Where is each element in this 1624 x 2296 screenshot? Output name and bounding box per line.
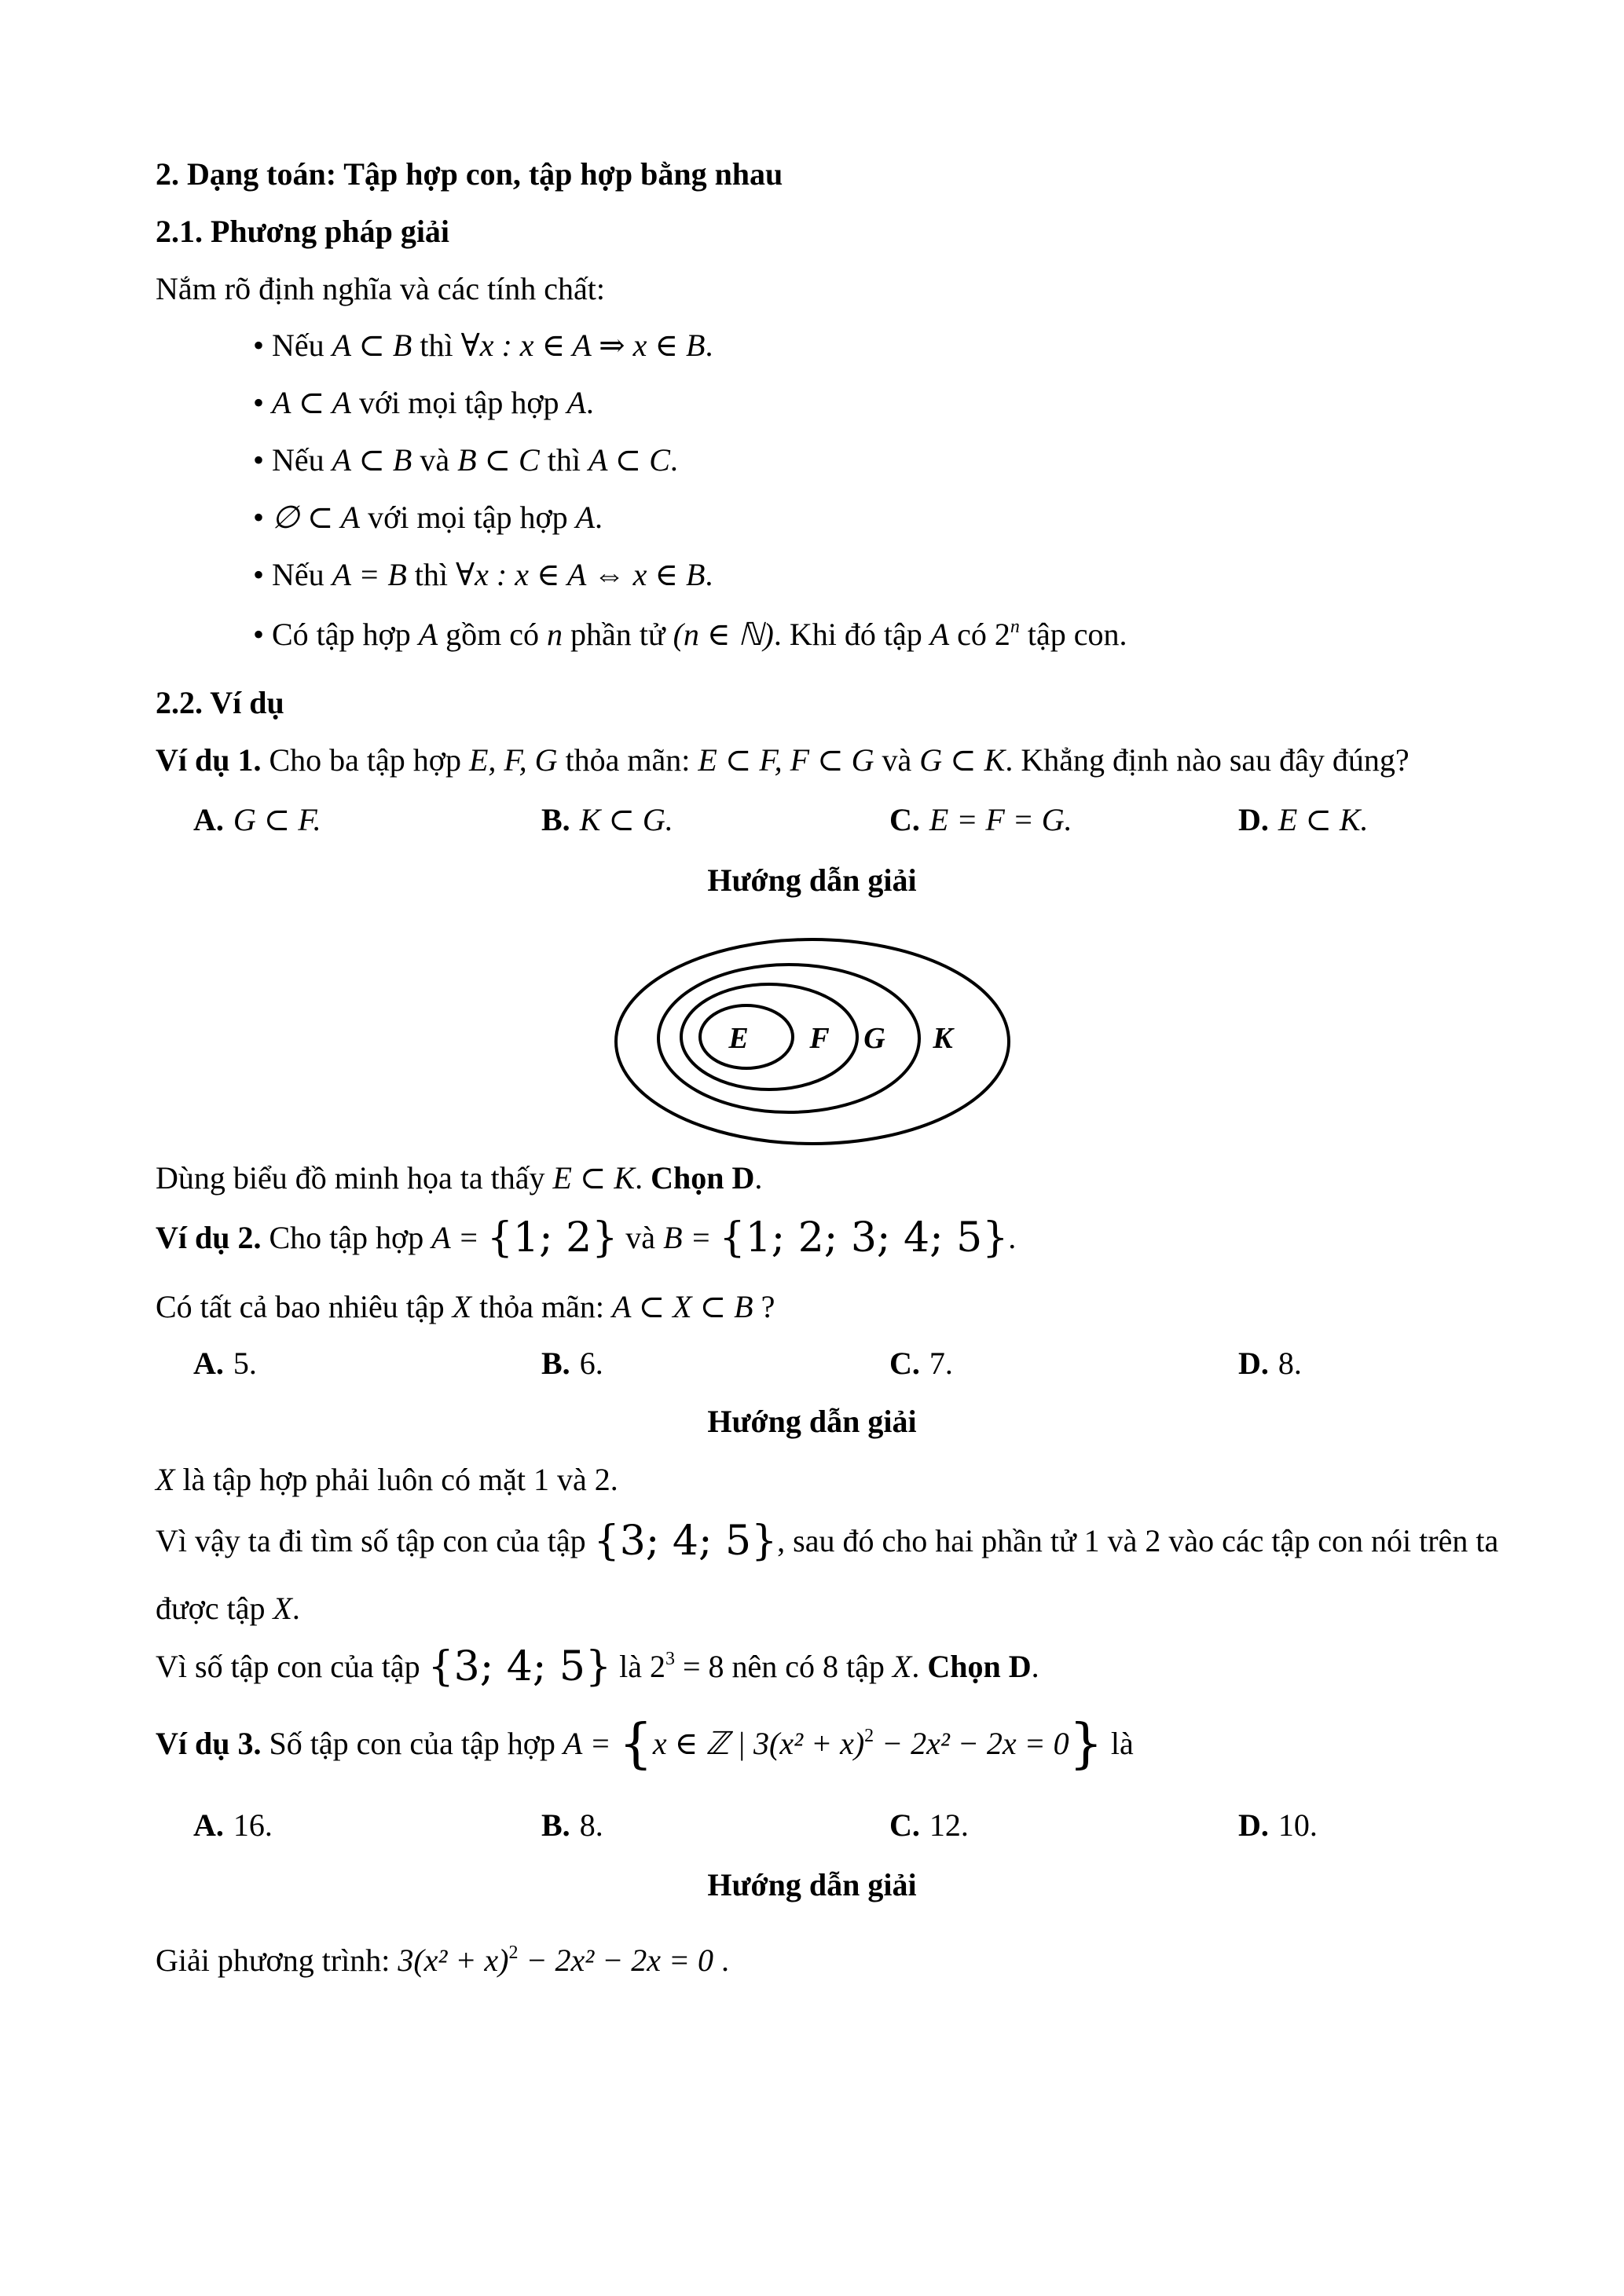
example-2-option-c: C. 7. (889, 1346, 953, 1381)
example-3-option-a: A. 16. (193, 1807, 273, 1843)
intro-text: Nắm rõ định nghĩa và các tính chất: (156, 271, 606, 306)
section-title: 2. Dạng toán: Tập hợp con, tập hợp bằng nhau (156, 156, 783, 192)
property-bullet-3: • Nếu A ⊂ B và B ⊂ C thì A ⊂ C. (253, 442, 678, 478)
set-f-label: F (809, 1022, 830, 1055)
example-2-solution-heading: Hướng dẫn giải (707, 1404, 917, 1439)
example-2-solution-line-4: Vì số tập con của tập {3; 4; 5} là $2^3 = 8$ nên có 8 tập X. Chọn D. (156, 1643, 1039, 1690)
set-f-ellipse (681, 984, 857, 1089)
example-2-question-line-2: Có tất cả bao nhiêu tập X thỏa mãn: A ⊂ X ⊂ B ? (156, 1289, 775, 1324)
example-2-solution-line-1: X là tập hợp phải luôn có mặt 1 và 2. (156, 1462, 618, 1497)
property-bullet-6: • Có tập hợp A gồm có n phần tử (n ∈ ℕ). Khi đó tập A có 2$^n$ tập con. (253, 617, 1127, 652)
example-1-conclusion: Dùng biểu đồ minh họa ta thấy E ⊂ K. Chọn D. (156, 1160, 763, 1196)
property-bullet-2: • A ⊂ A với mọi tập hợp A. (253, 385, 594, 420)
example-2-solution-line-2: Vì vậy ta đi tìm số tập con của tập {3; 4; 5}, sau đó cho hai phần tử 1 và 2 vào các tập con nói trên ta (156, 1518, 1499, 1565)
subsection-examples-title: 2.2. Ví dụ (156, 685, 284, 720)
example-3-option-d: D. 10. (1238, 1807, 1318, 1843)
example-2-option-b: B. 6. (541, 1346, 603, 1381)
example-2-option-d: D. 8. (1238, 1346, 1302, 1381)
example-1-option-b: B. K ⊂ G. (541, 802, 673, 837)
example-1-solution-heading: Hướng dẫn giải (707, 862, 917, 898)
example-1-option-c: C. E = F = G. (889, 802, 1072, 837)
nested-sets-diagram (613, 936, 1012, 1147)
example-3-solution-line-1: Giải phương trình: $3(x^2 + x)^2 - 2x^2 - 2x = 0$ . (156, 1943, 729, 1978)
example-2-option-a: A. 5. (193, 1346, 257, 1381)
property-bullet-1: • Nếu A ⊂ B thì ∀x : x ∈ A ⇒ x ∈ B. (253, 328, 713, 363)
example-3-option-c: C. 12. (889, 1807, 969, 1843)
property-bullet-5: • Nếu A = B thì ∀x : x ∈ A ⇔ x ∈ B. (253, 557, 713, 592)
set-g-label: G (863, 1022, 885, 1055)
example-1-option-d: D. E ⊂ K. (1238, 802, 1369, 837)
set-k-label: K (933, 1022, 953, 1055)
property-bullet-4: • ∅ ⊂ A với mọi tập hợp A. (253, 500, 603, 535)
subsection-method-title: 2.1. Phương pháp giải (156, 214, 450, 249)
example-1-question: Ví dụ 1. Cho ba tập hợp E, F, G thỏa mãn: E ⊂ F, F ⊂ G và G ⊂ K. Khẳng định nào sau đây đúng? (156, 742, 1410, 778)
example-1-option-a: A. G ⊂ F. (193, 802, 321, 837)
example-3-solution-heading: Hướng dẫn giải (707, 1867, 917, 1902)
example-2-question: Ví dụ 2. Cho tập hợp A = {1; 2} và B = {1; 2; 3; 4; 5}. (156, 1214, 1017, 1262)
example-2-solution-line-3: được tập X. (156, 1591, 300, 1626)
example-3-option-b: B. 8. (541, 1807, 603, 1843)
set-e-label: E (728, 1022, 749, 1055)
example-3-question: Ví dụ 3. Số tập con của tập hợp A = {x ∈ ℤ | $3(x^2 + x)^2 - 2x^2 - 2x = 0$} là (156, 1713, 1134, 1775)
